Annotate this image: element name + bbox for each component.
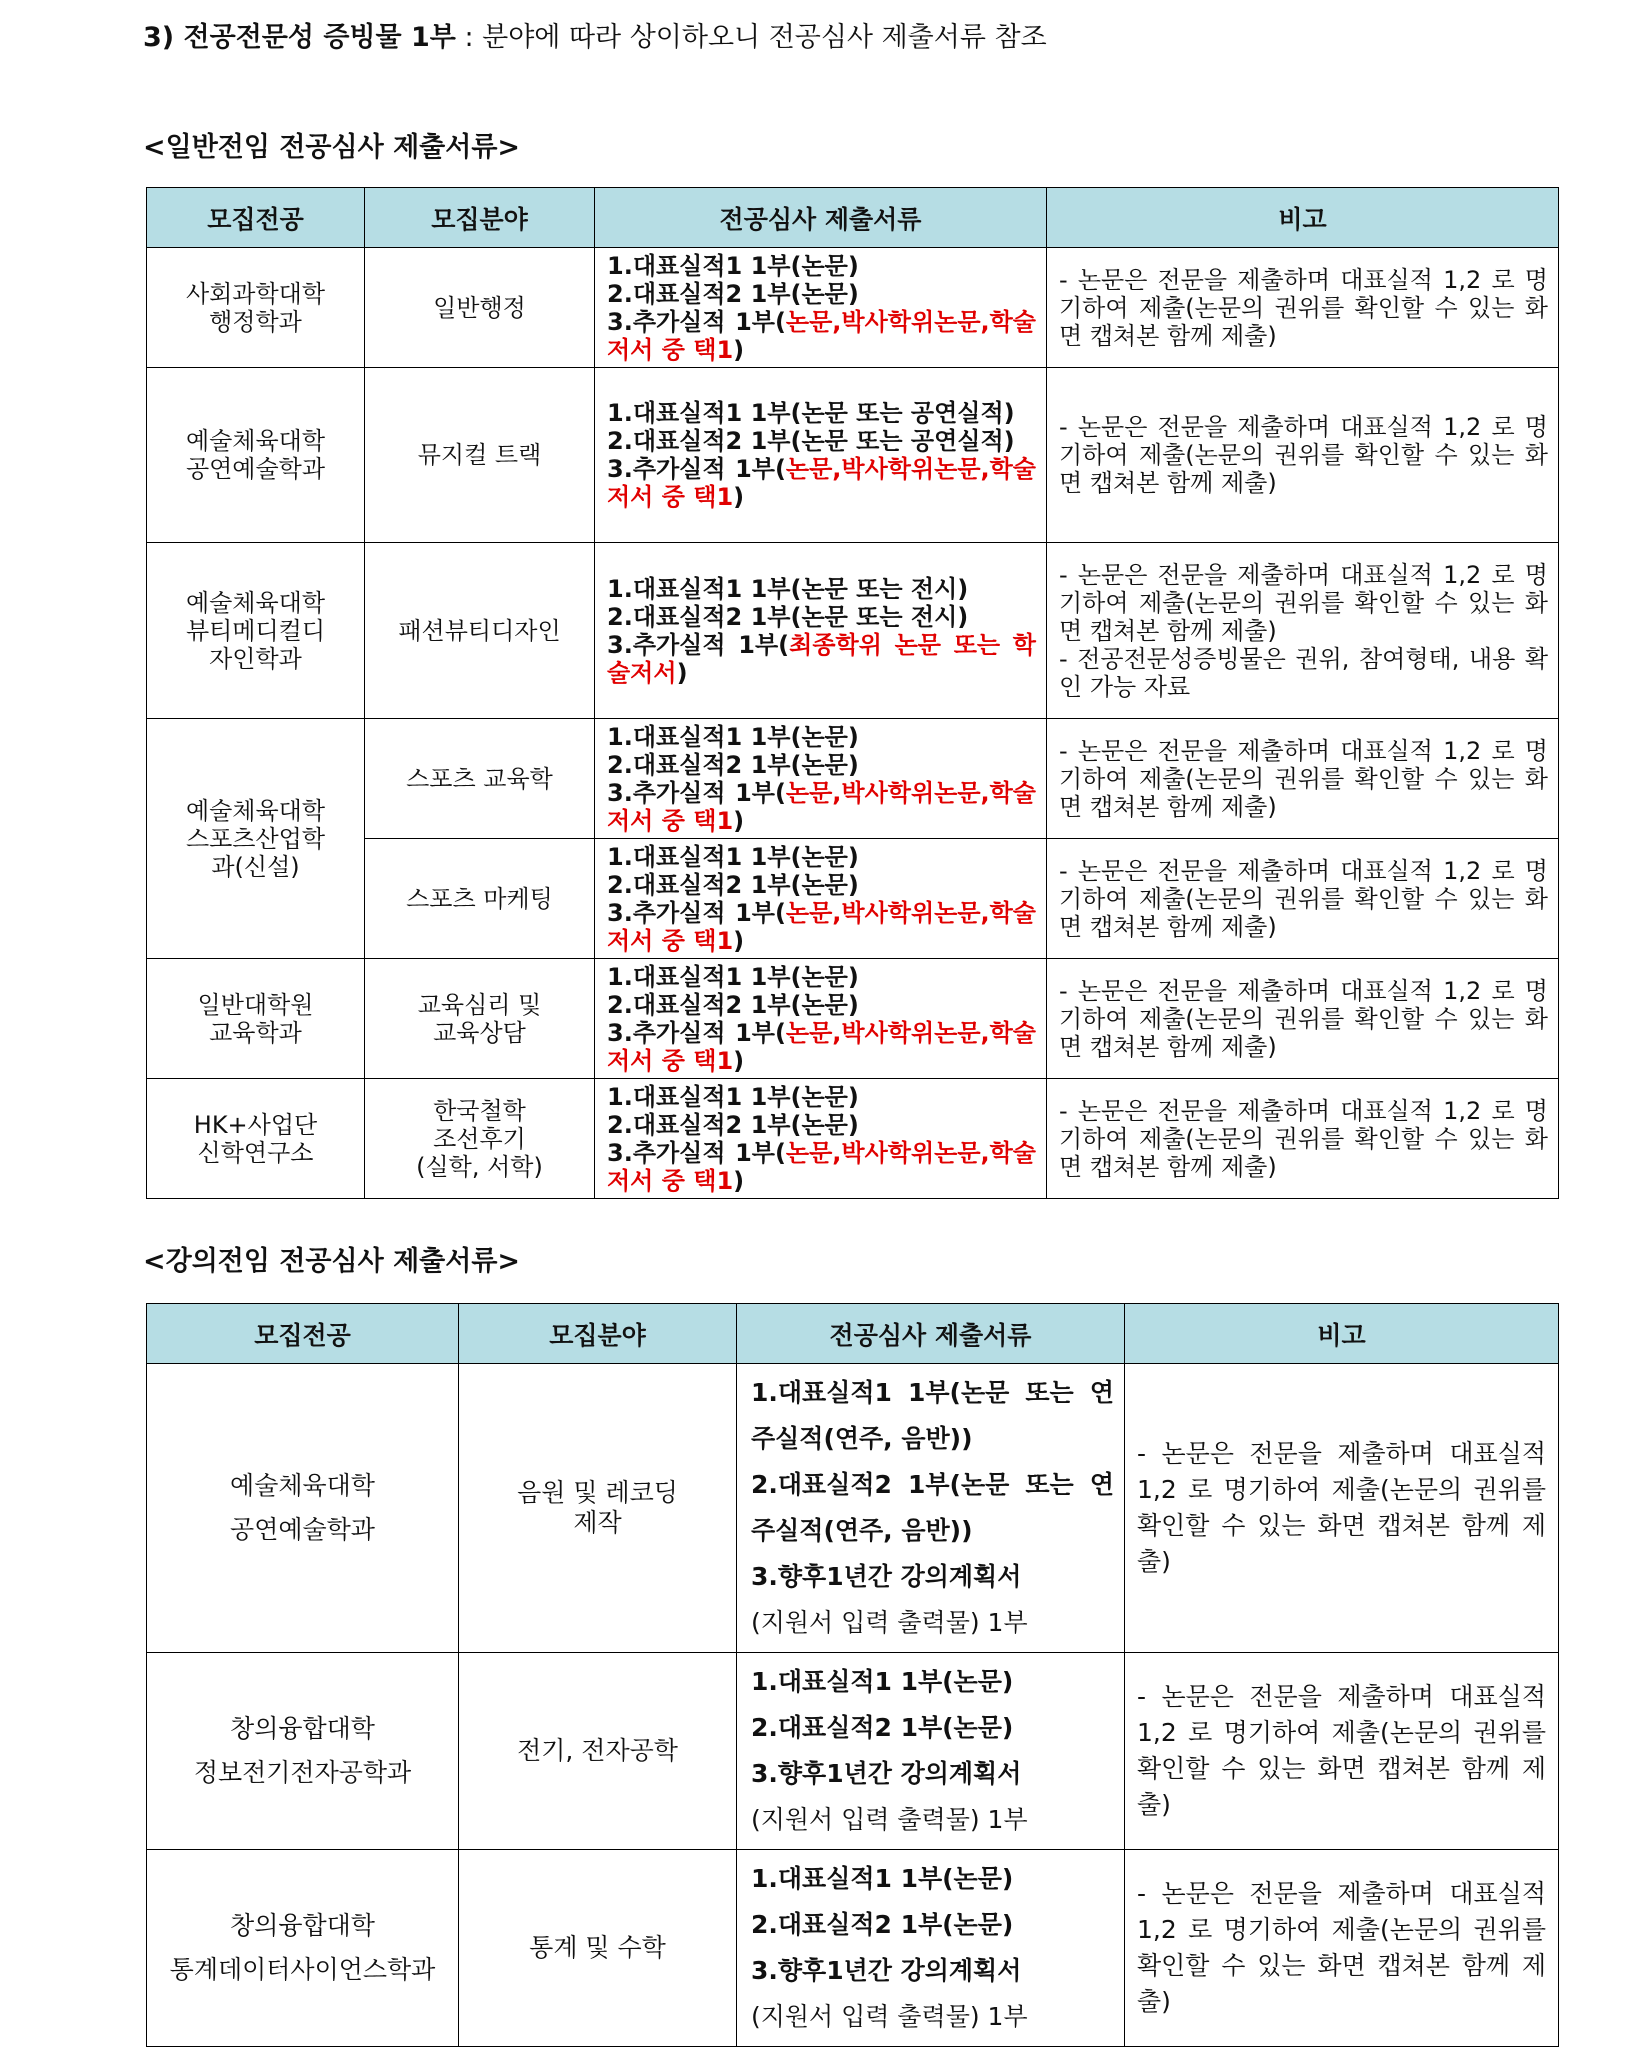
major-line: HK+사업단: [193, 1110, 318, 1139]
major-line: 공연예술학과: [230, 1515, 375, 1544]
field-cell: [365, 719, 595, 839]
doc-item: [607, 779, 1036, 835]
doc-highlight: 논문,박사학위논문,학술저서 중 택1: [607, 307, 1036, 364]
doc-highlight: 논문,박사학위논문,학술저서 중 택1: [607, 1018, 1036, 1075]
doc-item: [607, 427, 1036, 455]
doc-item: [607, 843, 1036, 871]
doc-text: 1.대표실적1 1부(논문): [607, 842, 859, 871]
major-line: 자인학과: [209, 644, 302, 673]
doc-item: [607, 963, 1036, 991]
doc-tail: ): [733, 1046, 745, 1075]
major-line: 창의융합대학: [230, 1714, 375, 1743]
header-major: 모집전공: [147, 188, 365, 248]
field-line: (실학, 서학): [416, 1152, 543, 1181]
field-line: 조선후기: [433, 1124, 526, 1153]
major-line: 예술체육대학: [185, 588, 326, 617]
doc-text: 2.대표실적2 1부(논문): [607, 870, 859, 899]
doc-item: [607, 399, 1036, 427]
doc-item: 1.대표실적1 1부(논문): [751, 1864, 1014, 1893]
doc-item: [607, 899, 1036, 955]
table-row: [147, 248, 1559, 368]
field-line: 전기, 전자공학: [517, 1736, 678, 1765]
field-line: 한국철학: [433, 1096, 526, 1125]
field-cell: [459, 1653, 737, 1850]
note-text: - 논문은 전문을 제출하며 대표실적 1,2 로 명기하여 제출(논문의 권위를 확인할 수 있는 화면 캡쳐본 함께 제출): [1059, 1096, 1548, 1181]
field-cell: [365, 543, 595, 719]
major-cell: [147, 1653, 459, 1850]
major-cell: [147, 543, 365, 719]
doc-item: [607, 1111, 1036, 1139]
doc-tail: ): [733, 806, 745, 835]
doc-item: 3.향후1년간 강의계획서: [751, 1759, 1022, 1788]
major-line: 과(신설): [211, 852, 300, 881]
major-cell: [147, 1364, 459, 1653]
header-field: 모집분야: [459, 1304, 737, 1364]
doc-text: 2.대표실적2 1부(논문): [607, 279, 859, 308]
docs-cell: [737, 1653, 1125, 1850]
doc-note: (지원서 입력 출력물) 1부: [751, 1805, 1028, 1834]
table-row: [147, 543, 1559, 719]
field-line: 뮤지컬 트랙: [417, 441, 542, 469]
major-line: 창의융합대학: [230, 1911, 375, 1940]
doc-item: [607, 1019, 1036, 1075]
field-line: 스포츠 교육학: [406, 764, 553, 793]
doc-item: 2.대표실적2 1부(논문): [751, 1910, 1014, 1939]
doc-text: 1.대표실적1 1부(논문): [607, 962, 859, 991]
doc-highlight: 논문,박사학위논문,학술저서 중 택1: [607, 778, 1036, 835]
field-cell: [365, 248, 595, 368]
field-cell: [365, 368, 595, 543]
major-line: 행정학과: [209, 307, 302, 336]
note-cell: [1125, 1653, 1559, 1850]
doc-text: 3.추가실적 1부(: [607, 455, 786, 483]
doc-text: 2.대표실적2 1부(논문): [607, 750, 859, 779]
docs-cell: [595, 959, 1047, 1079]
major-line: 신학연구소: [197, 1138, 314, 1167]
note-cell: [1047, 959, 1559, 1079]
docs-cell: [595, 839, 1047, 959]
major-line: 사회과학대학: [185, 279, 326, 308]
header-docs: 전공심사 제출서류: [595, 188, 1047, 248]
doc-item: [607, 280, 1036, 308]
doc-text: 1.대표실적1 1부(논문 또는 전시): [607, 574, 969, 603]
doc-item: [607, 1139, 1036, 1195]
doc-item: 2.대표실적2 1부(논문): [751, 1713, 1014, 1742]
note-text: - 논문은 전문을 제출하며 대표실적 1,2 로 명기하여 제출(논문의 권위를 확인할 수 있는 화면 캡쳐본 함께 제출): [1059, 560, 1548, 645]
doc-text: 3.추가실적 1부(: [607, 307, 786, 336]
note-cell: [1047, 248, 1559, 368]
doc-item: [607, 252, 1036, 280]
doc-item: [607, 871, 1036, 899]
field-cell: [365, 839, 595, 959]
note-cell: [1047, 839, 1559, 959]
table-row: [147, 1079, 1559, 1199]
note-text-2: - 전공전문성증빙물은 권위, 참여형태, 내용 확인 가능 자료: [1059, 644, 1548, 701]
doc-tail: ): [676, 658, 688, 687]
major-cell: [147, 1079, 365, 1199]
field-line: 교육상담: [433, 1018, 526, 1047]
field-line: 일반행정: [433, 293, 526, 322]
doc-text: 3.추가실적 1부(: [607, 1138, 786, 1167]
field-line: 제작: [573, 1508, 622, 1537]
doc-tail: ): [733, 335, 745, 364]
field-line: 교육심리 및: [417, 990, 542, 1019]
docs-cell: [737, 1364, 1125, 1653]
doc-text: 1.대표실적1 1부(논문): [607, 722, 859, 751]
doc-item: [607, 603, 1036, 631]
table-row: [147, 719, 1559, 839]
doc-item: 1.대표실적1 1부(논문 또는 연주실적(연주, 음반)): [751, 1378, 1114, 1453]
major-line: 일반대학원: [197, 990, 314, 1019]
field-cell: [365, 959, 595, 1079]
doc-item: 3.향후1년간 강의계획서: [751, 1562, 1022, 1591]
table-header-row: [147, 188, 1559, 248]
doc-text: 2.대표실적2 1부(논문 또는 전시): [607, 602, 969, 631]
note-text: - 논문은 전문을 제출하며 대표실적 1,2 로 명기하여 제출(논문의 권위를 확인할 수 있는 화면 캡쳐본 함께 제출): [1059, 413, 1548, 497]
doc-item: [607, 751, 1036, 779]
field-cell: [459, 1364, 737, 1653]
header-field: 모집분야: [365, 188, 595, 248]
header-docs: 전공심사 제출서류: [737, 1304, 1125, 1364]
doc-item: [607, 308, 1036, 364]
major-line: 예술체육대학: [230, 1471, 375, 1500]
doc-item: [607, 1083, 1036, 1111]
doc-highlight: 논문,박사학위논문,학술저서 중 택1: [607, 898, 1036, 955]
doc-text: 1.대표실적1 1부(논문): [607, 1082, 859, 1111]
field-line: 패션뷰티디자인: [398, 616, 561, 645]
note-text: - 논문은 전문을 제출하며 대표실적 1,2 로 명기하여 제출(논문의 권위를 확인할 수 있는 화면 캡쳐본 함께 제출): [1059, 856, 1548, 941]
major-cell: [147, 719, 365, 959]
major-line: 교육학과: [209, 1018, 302, 1047]
doc-text: 2.대표실적2 1부(논문 또는 공연실적): [607, 427, 1015, 455]
general-table-title: <일반전임 전공심사 제출서류>: [143, 132, 521, 163]
doc-text: 3.추가실적 1부(: [607, 1018, 786, 1047]
note-cell: [1047, 719, 1559, 839]
doc-item: [607, 631, 1036, 687]
lecture-table-title: <강의전임 전공심사 제출서류>: [143, 1246, 521, 1277]
doc-item: [607, 723, 1036, 751]
section-heading-bold: 3) 전공전문성 증빙물 1부: [143, 22, 456, 53]
field-line: 스포츠 마케팅: [406, 884, 553, 913]
note-cell: [1047, 543, 1559, 719]
doc-tail: ): [733, 483, 745, 511]
doc-text: 1.대표실적1 1부(논문): [607, 251, 859, 280]
note-text: - 논문은 전문을 제출하며 대표실적 1,2 로 명기하여 제출(논문의 권위를 확인할 수 있는 화면 캡쳐본 함께 제출): [1059, 736, 1548, 821]
doc-text: 1.대표실적1 1부(논문 또는 공연실적): [607, 399, 1015, 427]
docs-cell: [595, 1079, 1047, 1199]
major-line: 통계데이터사이언스학과: [169, 1955, 436, 1984]
major-line: 스포츠산업학: [185, 824, 326, 853]
doc-tail: ): [733, 1166, 745, 1195]
docs-cell: [595, 543, 1047, 719]
doc-item: 3.향후1년간 강의계획서: [751, 1956, 1022, 1985]
note-text: - 논문은 전문을 제출하며 대표실적1,2 로 명기하여 제출(논문의 권위를 확인할 수 있는 화면 캡쳐본 함께 제출): [1137, 1879, 1546, 2016]
note-text: - 논문은 전문을 제출하며 대표실적1,2 로 명기하여 제출(논문의 권위를 확인할 수 있는 화면 캡쳐본 함께 제출): [1137, 1439, 1546, 1576]
doc-note: (지원서 입력 출력물) 1부: [751, 2002, 1028, 2031]
note-cell: [1047, 368, 1559, 543]
note-cell: [1125, 1364, 1559, 1653]
header-major: 모집전공: [147, 1304, 459, 1364]
table-row: [147, 1653, 1559, 1850]
doc-tail: ): [733, 926, 745, 955]
doc-text: 3.추가실적 1부(: [607, 778, 786, 807]
general-requirements-table: [146, 187, 1559, 1199]
major-cell: [147, 959, 365, 1079]
docs-cell: [595, 719, 1047, 839]
doc-note: (지원서 입력 출력물) 1부: [751, 1608, 1028, 1637]
major-line: 정보전기전자공학과: [193, 1758, 412, 1787]
doc-text: 3.추가실적 1부(: [607, 898, 786, 927]
table-header-row: [147, 1304, 1559, 1364]
section-heading-rest: : 분야에 따라 상이하오니 전공심사 제출서류 참조: [455, 22, 1047, 53]
major-line: 예술체육대학: [185, 427, 326, 455]
doc-text: 3.추가실적 1부(: [607, 630, 790, 659]
doc-highlight: 최종학위 논문 또는 학술저서: [607, 630, 1036, 687]
note-text: - 논문은 전문을 제출하며 대표실적1,2 로 명기하여 제출(논문의 권위를 확인할 수 있는 화면 캡쳐본 함께 제출): [1137, 1682, 1546, 1819]
doc-item: 1.대표실적1 1부(논문): [751, 1667, 1014, 1696]
doc-text: 2.대표실적2 1부(논문): [607, 1110, 859, 1139]
doc-highlight: 논문,박사학위논문,학술저서 중 택1: [607, 455, 1036, 511]
table-row: [147, 368, 1559, 543]
docs-cell: [595, 248, 1047, 368]
major-cell: [147, 368, 365, 543]
doc-highlight: 논문,박사학위논문,학술저서 중 택1: [607, 1138, 1036, 1195]
note-cell: [1047, 1079, 1559, 1199]
table-row: [147, 959, 1559, 1079]
doc-item: [607, 575, 1036, 603]
major-cell: [147, 248, 365, 368]
header-note: 비고: [1125, 1304, 1559, 1364]
doc-item: [607, 991, 1036, 1019]
header-note: 비고: [1047, 188, 1559, 248]
docs-cell: [595, 368, 1047, 543]
major-line: 공연예술학과: [185, 455, 326, 483]
lecture-requirements-table: [146, 1303, 1559, 2047]
doc-text: 2.대표실적2 1부(논문): [607, 990, 859, 1019]
note-text: - 논문은 전문을 제출하며 대표실적 1,2 로 명기하여 제출(논문의 권위를 확인할 수 있는 화면 캡쳐본 함께 제출): [1059, 976, 1548, 1061]
section-heading: [143, 18, 1047, 58]
major-line: 예술체육대학: [185, 796, 326, 825]
table-row: [147, 1364, 1559, 1653]
doc-item: 2.대표실적2 1부(논문 또는 연주실적(연주, 음반)): [751, 1470, 1114, 1545]
major-line: 뷰티메디컬디: [185, 616, 326, 645]
note-text: - 논문은 전문을 제출하며 대표실적 1,2 로 명기하여 제출(논문의 권위를 확인할 수 있는 화면 캡쳐본 함께 제출): [1059, 265, 1548, 350]
field-cell: [365, 1079, 595, 1199]
doc-item: [607, 455, 1036, 511]
field-line: 음원 및 레코딩: [517, 1478, 678, 1507]
field-line: 통계 및 수학: [529, 1933, 666, 1962]
